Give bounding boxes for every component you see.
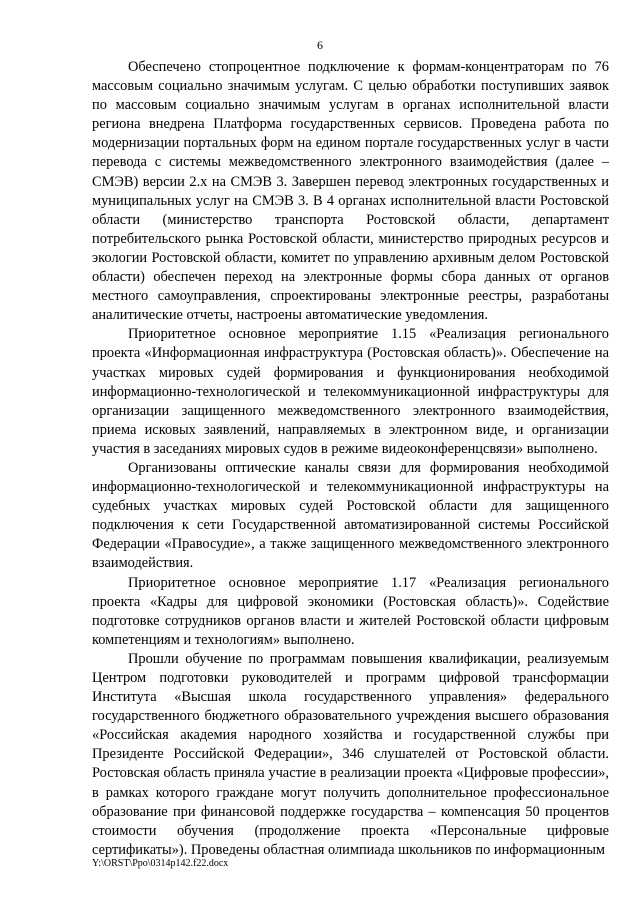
paragraph-2: Приоритетное основное мероприятие 1.15 «Реализация регионального проекта «Информационная инфраструктура (Ростовская область)». Обеспечение на участках мировых судей формирования и функционирования необходимой информационно-технологической и телекоммуникационной инфраструктуры для организации защищенного межведомственного электронного взаимодействия, приема исковых заявлений, направляемых в электронном виде, и организации участия в заседаниях мировых судов в режиме видеоконференцсвязи» выполнено. bbox=[92, 326, 609, 457]
paragraph-1: Обеспечено стопроцентное подключение к формам-концентраторам по 76 массовым социально значимым услугам. С целью обработки поступивших заявок по массовым социально значимым услугам в органах исполнительной власти региона внедрена Платформа государственных сервисов. Проведена работа по модернизации портальных форм на едином портале государственных услуг в части перевода с системы межведомственного электронного взаимодействия (далее – СМЭВ) версии 2.х на СМЭВ 3. Завершен перевод электронных государственных и муниципальных услуг на СМЭВ 3. В 4 органах исполнительной власти Ростовской области (министерство транспорта Ростовской области, департамент потребительского рынка Ростовской области, министерство природных ресурсов и экологии Ростовской области, комитет по управлению архивным делом Ростовской области) обеспечен переход на электронные формы сбора данных от органов местного самоуправления, спроектированы электронные реестры, разработаны аналитические отчеты, настроены автоматические уведомления. bbox=[92, 59, 609, 324]
paragraph-4: Приоритетное основное мероприятие 1.17 «Реализация регионального проекта «Кадры для цифровой экономики (Ростовская область)». Содействие подготовке сотрудников органов власти и жителей Ростовской области цифровым компетенциям и технологиям» выполнено. bbox=[92, 574, 609, 648]
paragraph-3: Организованы оптические каналы связи для формирования необходимой информационно-технологической и телекоммуникационной инфраструктуры на судебных участках мировых судей Ростовской области для защищенного подключения к сети Государственной автоматизированной системы Российской Федерации «Правосудие», а также защищенного межведомственного электронного взаимодействия. bbox=[92, 459, 609, 572]
page-number: 6 bbox=[317, 38, 323, 52]
paragraph-5: Прошли обучение по программам повышения квалификации, реализуемым Центром подготовки руководителей и программ цифровой трансформации Института «Высшая школа государственного управления» федерального государственного бюджетного образовательного учреждения высшего образования «Российская академия народного хозяйства и государственной службы при Президенте Российской Федерации», 346 слушателей от Ростовской области. Ростовская область приняла участие в реализации проекта «Цифровые профессии», в рамках которого граждане могут получить дополнительное профессиональное образование при финансовой поддержке государства – компенсация 50 процентов стоимости обучения (продолжение проекта «Персональные цифровые сертификаты»). Проведены областная олимпиада школьников по информационным bbox=[92, 650, 609, 858]
document-body bbox=[92, 58, 609, 860]
file-path-footer: Y:\ORST\Ppo\0314p142.f22.docx bbox=[92, 858, 229, 869]
